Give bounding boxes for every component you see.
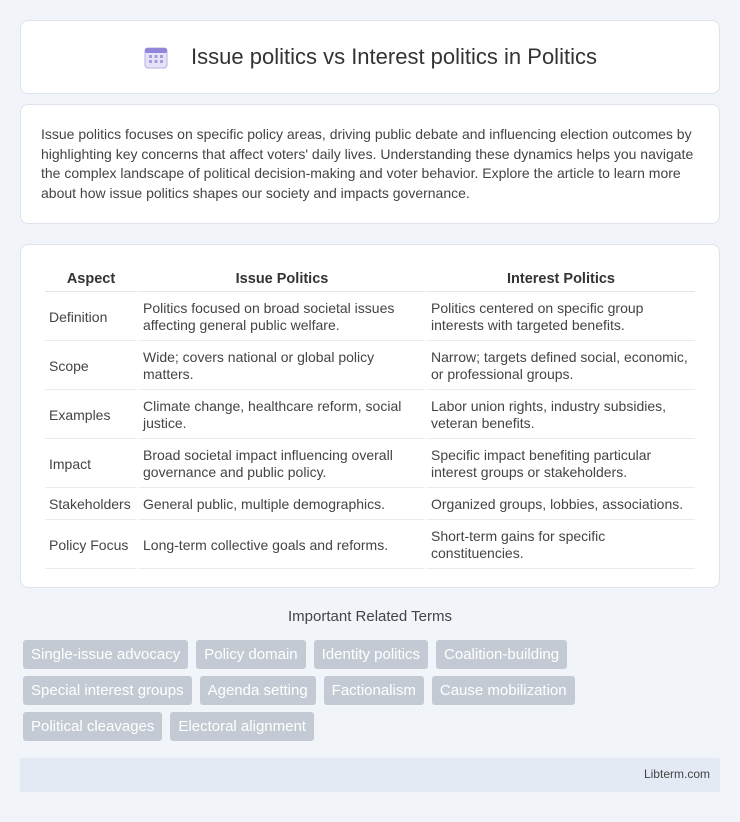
table-row — [45, 441, 695, 488]
related-term-tag[interactable]: Political cleavages — [23, 712, 162, 741]
footer-site-link[interactable]: Libterm.com — [643, 767, 710, 781]
related-terms-title: Important Related Terms — [288, 608, 452, 625]
related-term-tag[interactable]: Agenda setting — [200, 676, 316, 705]
row-interest-politics: Narrow; targets defined social, economic, or professional groups. — [427, 343, 695, 390]
related-terms-list — [23, 640, 713, 741]
row-aspect: Definition — [45, 294, 137, 341]
comparison-table-card — [20, 244, 720, 588]
row-issue-politics: General public, multiple demographics. — [139, 490, 425, 520]
comparison-table — [43, 265, 697, 571]
row-interest-politics: Labor union rights, industry subsidies, veteran benefits. — [427, 392, 695, 439]
row-aspect: Impact — [45, 441, 137, 488]
page-title: Issue politics vs Interest politics in Politics — [191, 44, 597, 69]
row-aspect: Scope — [45, 343, 137, 390]
related-term-tag[interactable]: Factionalism — [324, 676, 424, 705]
table-row — [45, 522, 695, 569]
row-interest-politics: Short-term gains for specific constituencies. — [427, 522, 695, 569]
calendar-icon — [143, 44, 169, 70]
related-term-tag[interactable]: Identity politics — [314, 640, 428, 669]
table-row — [45, 294, 695, 341]
row-issue-politics: Broad societal impact influencing overall governance and public policy. — [139, 441, 425, 488]
header-interest-politics: Interest Politics — [427, 267, 695, 292]
row-issue-politics: Wide; covers national or global policy matters. — [139, 343, 425, 390]
footer — [20, 758, 720, 792]
table-row — [45, 392, 695, 439]
table-header-row — [45, 267, 695, 292]
related-term-tag[interactable]: Coalition-building — [436, 640, 567, 669]
row-issue-politics: Climate change, healthcare reform, social justice. — [139, 392, 425, 439]
row-aspect: Stakeholders — [45, 490, 137, 520]
row-interest-politics: Specific impact benefiting particular interest groups or stakeholders. — [427, 441, 695, 488]
related-term-tag[interactable]: Special interest groups — [23, 676, 192, 705]
intro-card — [20, 104, 720, 224]
title-card — [20, 20, 720, 94]
row-interest-politics: Organized groups, lobbies, associations. — [427, 490, 695, 520]
row-issue-politics: Politics focused on broad societal issues affecting general public welfare. — [139, 294, 425, 341]
table-row — [45, 490, 695, 520]
related-term-tag[interactable]: Cause mobilization — [432, 676, 575, 705]
intro-text: Issue politics focuses on specific policy areas, driving public debate and influencing election outcomes by highlighting key concerns that affect voters' daily lives. Understanding these dynamics helps you navigate the complex landscape of political decision-making and voter behavior. Explore the article to learn more about how issue politics shapes our society and impacts governance. — [41, 126, 694, 201]
header-aspect: Aspect — [45, 267, 137, 292]
row-aspect: Examples — [45, 392, 137, 439]
related-term-tag[interactable]: Single-issue advocacy — [23, 640, 188, 669]
related-term-tag[interactable]: Electoral alignment — [170, 712, 314, 741]
related-term-tag[interactable]: Policy domain — [196, 640, 305, 669]
row-interest-politics: Politics centered on specific group interests with targeted benefits. — [427, 294, 695, 341]
header-issue-politics: Issue Politics — [139, 267, 425, 292]
row-aspect: Policy Focus — [45, 522, 137, 569]
table-row — [45, 343, 695, 390]
row-issue-politics: Long-term collective goals and reforms. — [139, 522, 425, 569]
